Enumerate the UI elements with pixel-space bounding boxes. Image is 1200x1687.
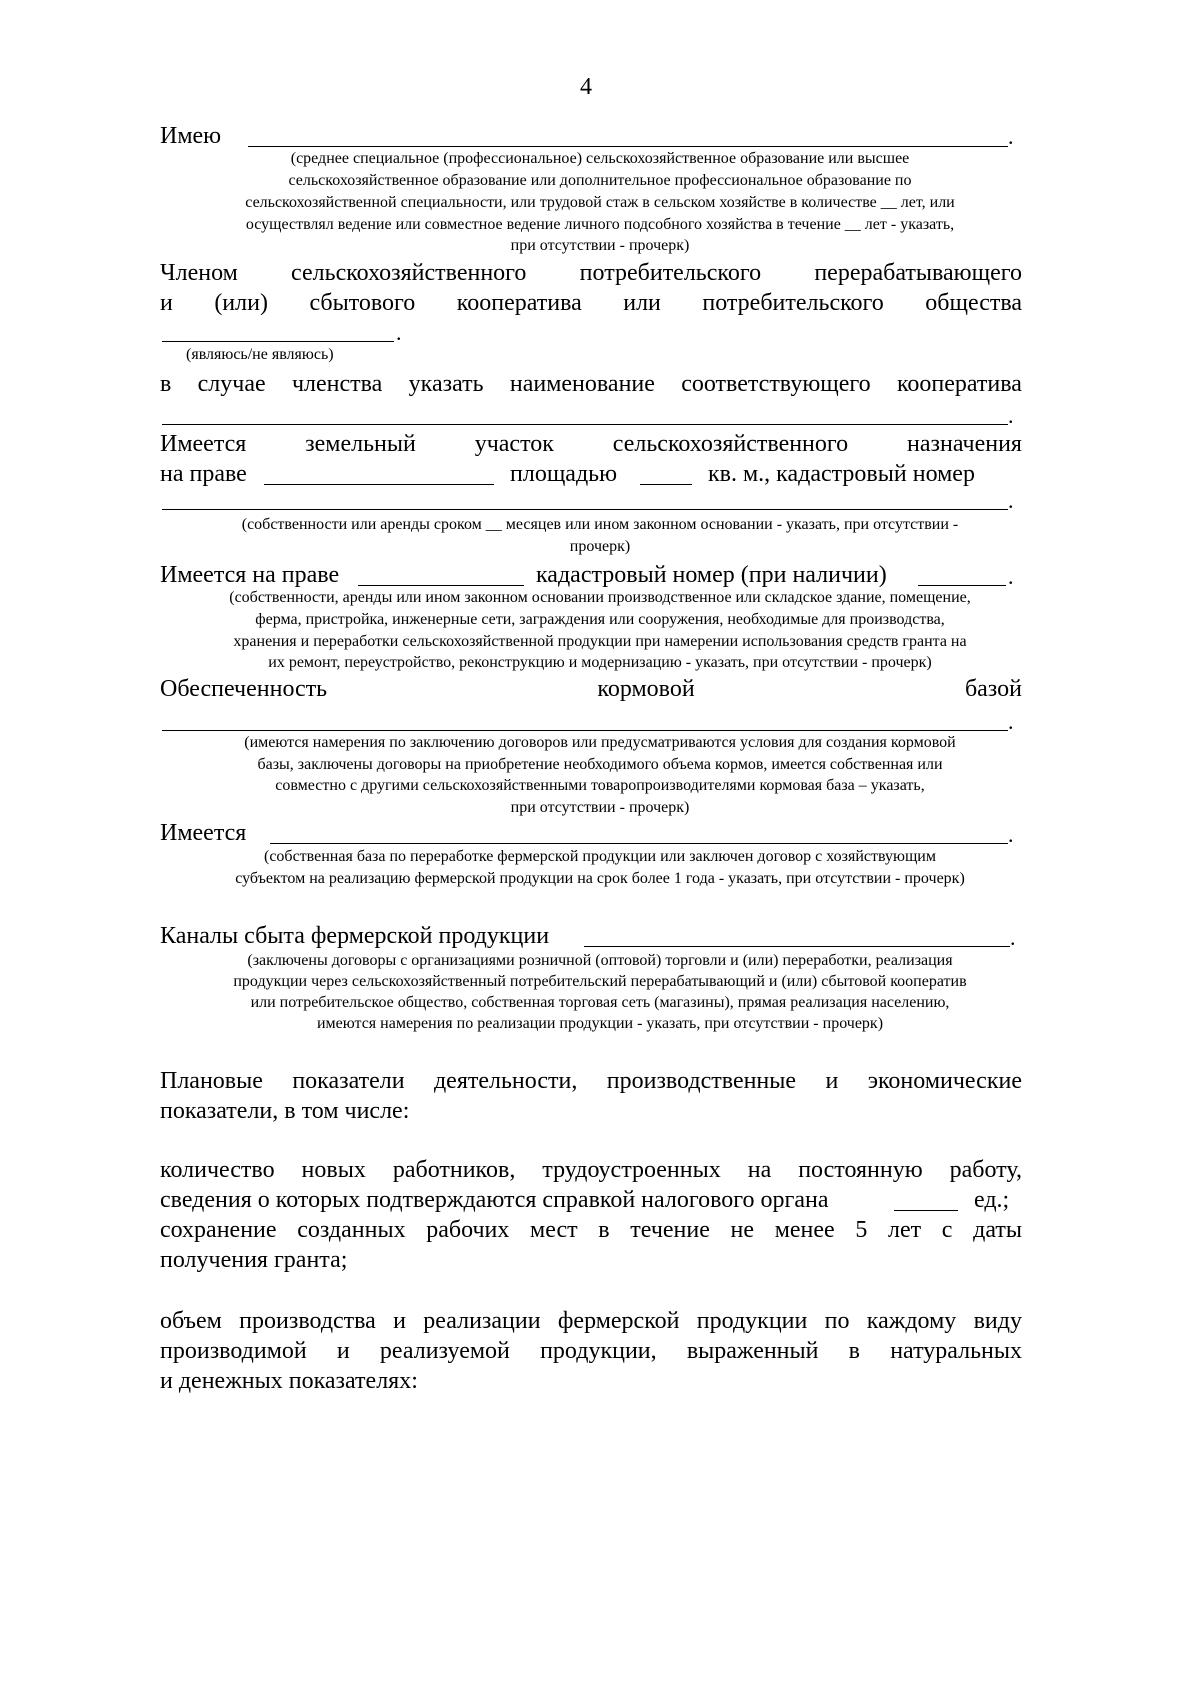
membership-line <box>160 372 1022 396</box>
word: по <box>824 1308 850 1334</box>
land-hint-2: прочерк) <box>569 538 631 555</box>
word: работников, <box>392 1157 516 1183</box>
feed-line <box>160 677 1022 701</box>
word: реализуемой <box>379 1338 510 1364</box>
word: кормовой <box>597 676 695 702</box>
word: назначения <box>907 431 1022 457</box>
word: в <box>848 1338 861 1364</box>
word: продукции <box>696 1308 808 1334</box>
word: перерабатывающего <box>814 260 1022 286</box>
workers-line-3 <box>160 1218 1022 1242</box>
word: каждому <box>866 1308 957 1334</box>
land-area-label: площадью <box>510 461 618 487</box>
workers-count-input-line[interactable] <box>894 1210 958 1211</box>
word: случае <box>197 371 266 397</box>
word: участок <box>474 431 554 457</box>
sales-period: . <box>1010 925 1016 950</box>
word: выраженный <box>686 1338 819 1364</box>
planned-line-1 <box>160 1069 1022 1093</box>
word: натуральных <box>890 1338 1022 1364</box>
education-hint-1: (среднее специальное (профессиональное) сельскохозяйственное образование или высшее <box>290 150 910 167</box>
workers-unit: ед.; <box>974 1187 1010 1213</box>
word: в <box>160 371 172 397</box>
sales-hint-2: продукции через сельскохозяйственный потребительский перерабатывающий и (или) сбытовой кооператив <box>233 973 967 990</box>
word: работу, <box>949 1157 1022 1183</box>
word: объем <box>160 1308 222 1334</box>
cooperative-hint: (являюсь/не являюсь) <box>186 346 334 363</box>
word: и <box>336 1338 350 1364</box>
word: производимой <box>160 1338 307 1364</box>
word: Членом <box>160 260 238 286</box>
word: трудоустроенных <box>542 1157 721 1183</box>
workers-line-4: получения гранта; <box>160 1247 348 1273</box>
cooperative-name-period: . <box>1008 403 1014 428</box>
workers-line-1 <box>160 1158 1022 1182</box>
cooperative-name-input-line[interactable] <box>162 424 1008 425</box>
word: земельный <box>305 431 416 457</box>
word: виду <box>973 1308 1022 1334</box>
word: кооператива <box>456 290 582 316</box>
word: продукции, <box>540 1338 657 1364</box>
volume-line-1 <box>160 1309 1022 1333</box>
word: реализации <box>423 1308 541 1334</box>
processing-label: Имеется <box>160 820 247 846</box>
feed-hint-1: (имеются намерения по заключению договоров или предусматриваются условия для создания кормовой <box>244 734 956 751</box>
word: мест <box>530 1217 578 1243</box>
word: сохранение <box>160 1217 277 1243</box>
word: указать <box>408 371 484 397</box>
word: или <box>623 290 661 316</box>
land-right-label: на праве <box>160 461 247 487</box>
word: 5 <box>855 1217 868 1243</box>
word: даты <box>973 1217 1022 1243</box>
word: потребительского <box>579 260 762 286</box>
word: Имеется <box>160 431 247 457</box>
feed-hint-3: совместно с другими сельскохозяйственными товаропроизводителями кормовая база – указать, <box>275 777 925 794</box>
cooperative-status-input-line[interactable] <box>162 341 394 342</box>
building-period: . <box>1008 564 1014 589</box>
word: соответствующего <box>681 371 871 397</box>
word: постоянную <box>798 1157 923 1183</box>
word: менее <box>774 1217 835 1243</box>
building-cadastral-input-line[interactable] <box>918 585 1006 586</box>
planned-line-2: показатели, в том числе: <box>160 1098 410 1124</box>
word: и <box>160 290 173 316</box>
word: созданных <box>297 1217 406 1243</box>
word: Плановые <box>160 1068 263 1094</box>
sales-hint-3: или потребительское общество, собственная торговая сеть (магазины), прямая реализация населению, <box>250 994 950 1011</box>
sales-hint-1: (заключены договоры с организациями розничной (оптовой) торговли и (или) переработки, реализация <box>247 952 953 969</box>
feed-period: . <box>1008 709 1014 734</box>
word: производства <box>239 1308 376 1334</box>
cooperative-line-1 <box>160 261 1022 285</box>
word: фермерской <box>557 1308 680 1334</box>
word: и <box>825 1068 839 1094</box>
word: (или) <box>214 290 268 316</box>
word: течение <box>630 1217 710 1243</box>
building-cadastral-label: кадастровый номер (при наличии) <box>536 562 887 588</box>
word: потребительского <box>702 290 884 316</box>
feed-input-line[interactable] <box>162 730 1008 731</box>
land-unit-label: кв. м., кадастровый номер <box>708 461 975 487</box>
word: новых <box>301 1157 366 1183</box>
page-number: 4 <box>580 74 592 100</box>
feed-hint-2: базы, заключены договоры на приобретение необходимого объема кормов, имеется собственная или <box>257 756 943 773</box>
sales-label: Каналы сбыта фермерской продукции <box>160 923 550 949</box>
word: в <box>598 1217 610 1243</box>
volume-line-3: и денежных показателях: <box>160 1368 418 1394</box>
word: кооператива <box>896 371 1022 397</box>
building-hint-2: ферма, пристройка, инженерные сети, заграждения или сооружения, необходимые для производства, <box>255 611 945 628</box>
building-hint-4: их ремонт, переустройство, реконструкцию и модернизацию - указать, при отсутствии - прочерк) <box>268 654 932 671</box>
word: не <box>730 1217 755 1243</box>
building-hint-3: хранения и переработки сельскохозяйственной продукции при намерении использования средств гранта на <box>233 633 967 650</box>
sales-input-line[interactable] <box>584 946 1010 947</box>
education-input-line[interactable] <box>248 146 1008 147</box>
land-area-input-line[interactable] <box>640 484 692 485</box>
word: с <box>941 1217 953 1243</box>
word: количество <box>160 1157 275 1183</box>
building-hint-1: (собственности, аренды или ином законном основании производственное или складское здание, помещение, <box>229 589 971 606</box>
word: показатели <box>292 1068 405 1094</box>
word: рабочих <box>426 1217 510 1243</box>
cooperative-line-2 <box>160 291 1022 315</box>
word: членства <box>291 371 383 397</box>
land-right-input-line[interactable] <box>264 484 494 485</box>
word: Обеспеченность <box>160 676 328 702</box>
education-hint-3: сельскохозяйственной специальности, или трудовой стаж в сельском хозяйстве в количестве __ лет, или <box>245 194 955 211</box>
education-period: . <box>1008 124 1014 149</box>
word: на <box>747 1157 772 1183</box>
word: базой <box>964 676 1022 702</box>
education-hint-4: осуществлял ведение или совместное ведение личного подсобного хозяйства в течение __ лет - указать, <box>245 216 955 233</box>
word: и <box>393 1308 406 1334</box>
processing-hint-2: субъектом на реализацию фермерской продукции на срок более 1 года - указать, при отсутствии - прочерк) <box>235 870 965 887</box>
word: наименование <box>509 371 655 397</box>
word: деятельности, <box>433 1068 578 1094</box>
education-hint-5: при отсутствии - прочерк) <box>510 237 690 254</box>
processing-hint-1: (собственная база по переработке фермерской продукции или заключен договор с хозяйствующим <box>264 848 936 865</box>
sales-hint-4: имеются намерения по реализации продукции - указать, при отсутствии - прочерк) <box>316 1015 884 1032</box>
education-label: Имею <box>160 123 222 149</box>
land-line-1 <box>160 432 1022 456</box>
feed-hint-4: при отсутствии - прочерк) <box>510 799 690 816</box>
word: общества <box>925 290 1022 316</box>
building-right-input-line[interactable] <box>358 585 524 586</box>
word: лет <box>888 1217 922 1243</box>
volume-line-2 <box>160 1339 1022 1363</box>
word: сбытового <box>309 290 416 316</box>
cooperative-period: . <box>396 320 402 345</box>
word: сельскохозяйственного <box>612 431 849 457</box>
processing-input-line[interactable] <box>270 843 1008 844</box>
word: сельскохозяйственного <box>291 260 527 286</box>
workers-line-2: сведения о которых подтверждаются справкой налогового органа <box>160 1187 829 1213</box>
processing-period: . <box>1008 822 1014 847</box>
land-cadastral-input-line[interactable] <box>162 509 1008 510</box>
word: экономические <box>867 1068 1022 1094</box>
land-hint-1: (собственности или аренды сроком __ месяцев или ином законном основании - указать, при отсутствии - <box>241 516 959 533</box>
education-hint-2: сельскохозяйственное образование или дополнительное профессиональное образование по <box>288 172 912 189</box>
land-period: . <box>1008 488 1014 513</box>
building-label: Имеется на праве <box>160 562 340 588</box>
word: производственные <box>606 1068 797 1094</box>
